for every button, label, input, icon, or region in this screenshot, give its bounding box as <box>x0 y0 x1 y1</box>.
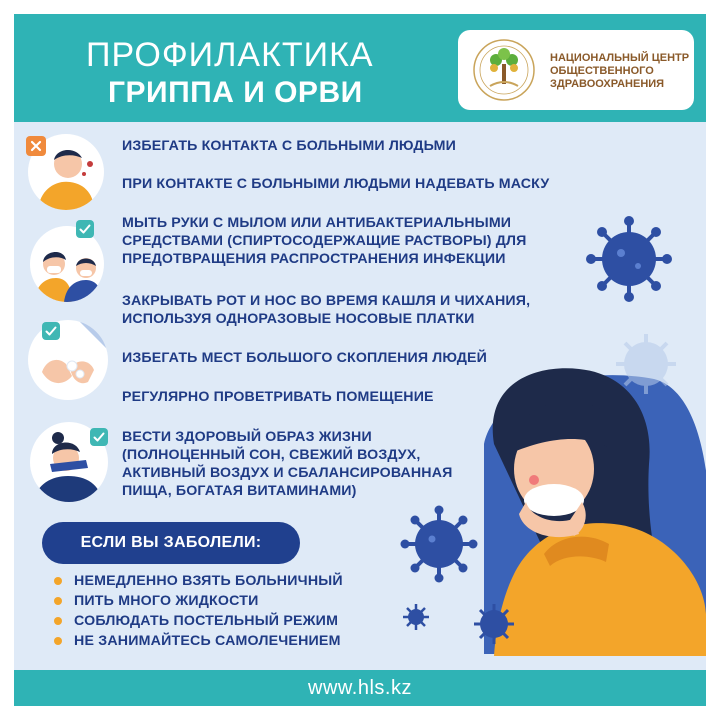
list-item <box>54 571 343 591</box>
virus-icon-faint <box>616 334 676 394</box>
check-icon <box>90 428 108 446</box>
tip-line: АКТИВНЫЙ ВОЗДУХ И СБАЛАНСИРОВАННАЯ <box>122 465 453 481</box>
tip-wear-mask <box>122 175 549 193</box>
list-item-text: ПИТЬ МНОГО ЖИДКОСТИ <box>74 593 259 609</box>
tip-line: МЫТЬ РУКИ С МЫЛОМ ИЛИ АНТИБАКТЕРИАЛЬНЫМИ <box>122 215 512 231</box>
check-icon <box>42 322 60 340</box>
tip-wash-hands <box>122 214 526 268</box>
virus-icon-small <box>474 604 514 644</box>
check-icon <box>76 220 94 238</box>
if-sick-list <box>54 571 343 651</box>
virus-icon-large <box>586 216 672 302</box>
footer-url-bar <box>14 670 706 706</box>
tip-line: ИСПОЛЬЗУЯ ОДНОРАЗОВЫЕ НОСОВЫЕ ПЛАТКИ <box>122 311 475 327</box>
tip-line: ПРИ КОНТАКТЕ С БОЛЬНЫМИ ЛЮДЬМИ НАДЕВАТЬ МАСКУ <box>122 176 550 192</box>
logo-card <box>458 30 694 110</box>
tip-line: ЗАКРЫВАТЬ РОТ И НОС ВО ВРЕМЯ КАШЛЯ И ЧИХАНИЯ, <box>122 293 531 309</box>
dot-icon <box>54 577 62 585</box>
list-item-text: СОБЛЮДАТЬ ПОСТЕЛЬНЫЙ РЕЖИМ <box>74 613 339 629</box>
tip-line: ВЕСТИ ЗДОРОВЫЙ ОБРАЗ ЖИЗНИ <box>122 429 372 445</box>
dot-icon <box>54 617 62 625</box>
cross-icon <box>26 136 46 156</box>
tip-line: ПИЩА, БОГАТАЯ ВИТАМИНАМИ) <box>122 483 357 499</box>
organization-emblem-icon <box>472 36 536 104</box>
tip-ventilate <box>122 388 434 406</box>
logo-line-1: НАЦИОНАЛЬНЫЙ ЦЕНТР <box>550 52 690 64</box>
header-banner <box>14 14 706 122</box>
tip-cover-mouth <box>122 292 530 328</box>
poster <box>14 14 706 706</box>
tip-line: ИЗБЕГАТЬ КОНТАКТА С БОЛЬНЫМИ ЛЮДЬМИ <box>122 138 456 154</box>
sick-woman-illustration <box>493 368 706 656</box>
tip-avoid-contact <box>122 137 456 155</box>
tip-line: РЕГУЛЯРНО ПРОВЕТРИВАТЬ ПОМЕЩЕНИЕ <box>122 389 434 405</box>
tip-line: (ПОЛНОЦЕННЫЙ СОН, СВЕЖИЙ ВОЗДУХ, <box>122 447 421 463</box>
virus-icon-tiny <box>403 604 429 630</box>
logo-line-2: ОБЩЕСТВЕННОГО <box>550 65 654 77</box>
list-item <box>54 611 343 631</box>
tip-line: ИЗБЕГАТЬ МЕСТ БОЛЬШОГО СКОПЛЕНИЯ ЛЮДЕЙ <box>122 350 488 366</box>
tip-line: ПРЕДОТВРАЩЕНИЯ РАСПРОСТРАНЕНИЯ ИНФЕКЦИИ <box>122 251 506 267</box>
list-item <box>54 631 343 651</box>
illustration-hand-washing <box>28 320 108 400</box>
if-sick-heading: ЕСЛИ ВЫ ЗАБОЛЕЛИ: <box>42 522 300 564</box>
list-item-text: НЕМЕДЛЕННО ВЗЯТЬ БОЛЬНИЧНЫЙ <box>74 573 343 589</box>
dot-icon <box>54 597 62 605</box>
dot-icon <box>54 637 62 645</box>
logo-line-3: ЗДРАВООХРАНЕНИЯ <box>550 78 665 90</box>
website-link[interactable]: www.hls.kz <box>308 676 412 699</box>
title-line-2: ГРИППА И ОРВИ <box>108 76 363 109</box>
virus-icon-medium <box>401 506 478 583</box>
title-line-1: ПРОФИЛАКТИКА <box>86 36 374 74</box>
tip-line: СРЕДСТВАМИ (СПИРТОСОДЕРЖАЩИЕ РАСТВОРЫ) ДЛЯ <box>122 233 527 249</box>
blue-blob-shape <box>484 375 706 654</box>
logo-text <box>550 52 689 91</box>
tip-avoid-crowds <box>122 349 487 367</box>
list-item-text: НЕ ЗАНИМАЙТЕСЬ САМОЛЕЧЕНИЕМ <box>74 633 341 649</box>
list-item <box>54 591 343 611</box>
tip-healthy-lifestyle <box>122 428 452 500</box>
